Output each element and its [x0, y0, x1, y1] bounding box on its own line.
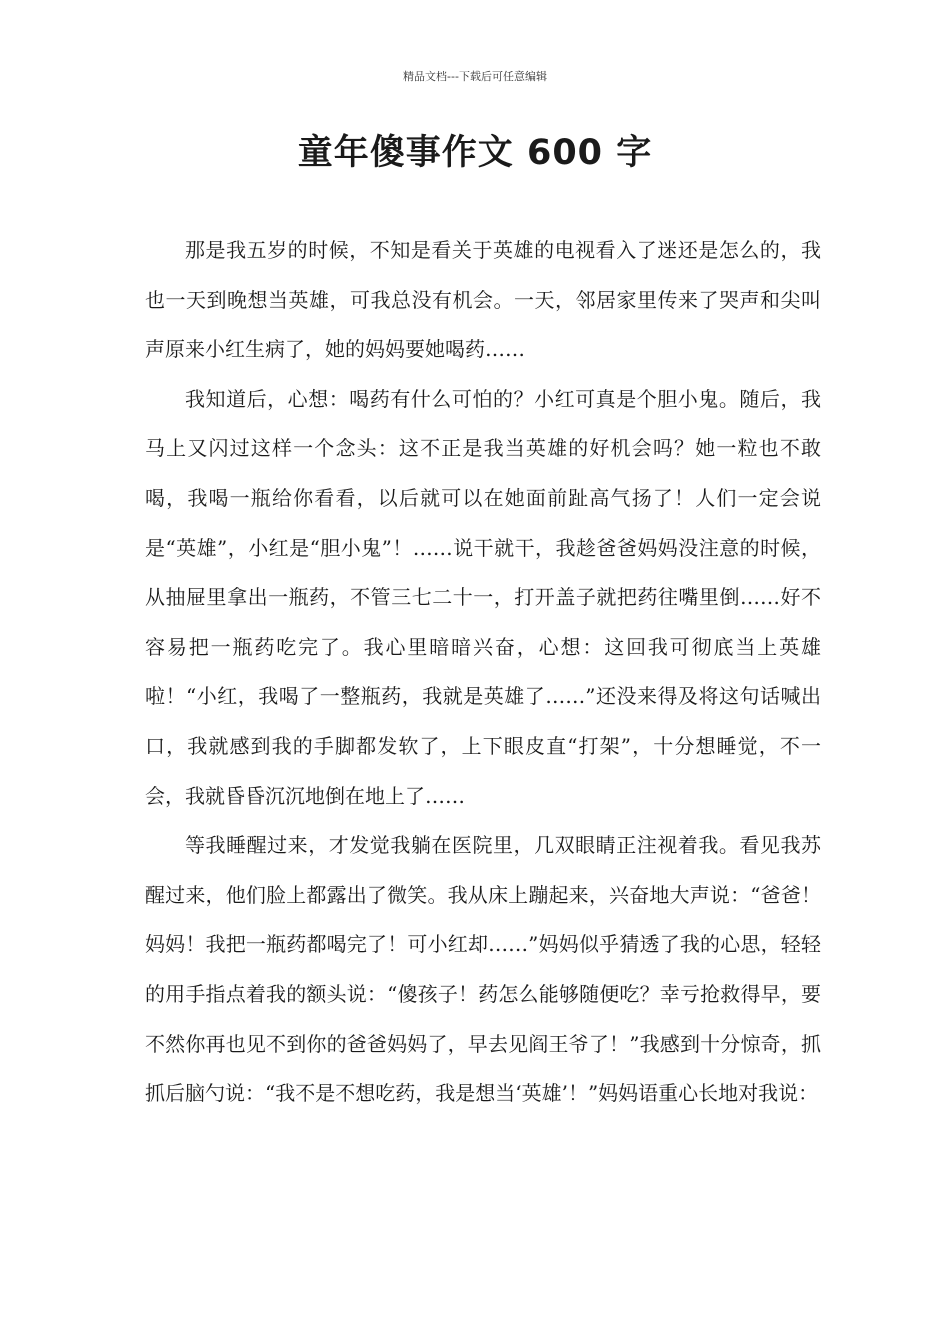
page-title: 童年傻事作文 600 字	[297, 133, 653, 173]
paragraph: 我知道后，心想：喝药有什么可怕的？小红可真是个胆小鬼。随后，我马上又闪过这样一个念头：这不正是我当英雄的好机会吗？她一粒也不敢喝，我喝一瓶给你看看，以后就可以在她面前趾高气扬了！人们一定会说是“英雄”，小红是“胆小鬼”！……说干就干，我趁爸爸妈妈没注意的时候，从抽屉里拿出一瓶药，不管三七二十一，打开盖子就把药往嘴里倒……好不容易把一瓶药吃完了。我心里暗暗兴奋，心想：这回我可彻底当上英雄啦！“小红，我喝了一整瓶药，我就是英雄了……”还没来得及将这句话喊出口，我就感到我的手脚都发软了，上下眼皮直“打架”，十分想睡觉，不一会，我就昏昏沉沉地倒在地上了……	[145, 386, 821, 808]
page-header: 精品文档---下载后可任意编辑	[403, 70, 547, 83]
article-body	[145, 226, 821, 1119]
paragraph: 等我睡醒过来，才发觉我躺在医院里，几双眼睛正注视着我。看见我苏醒过来，他们脸上都露出了微笑。我从床上蹦起来，兴奋地大声说：“爸爸！妈妈！我把一瓶药都喝完了！可小红却……”妈妈似乎猜透了我的心思，轻轻的用手指点着我的额头说：“傻孩子！药怎么能够随便吃？幸亏抢救得早，要不然你再也见不到你的爸爸妈妈了，早去见阎王爷了！”我感到十分惊奇，抓抓后脑勺说：“我不是不想吃药，我是想当‘英雄’！”妈妈语重心长地对我说：	[145, 833, 821, 1106]
paragraph: 那是我五岁的时候，不知是看关于英雄的电视看入了迷还是怎么的，我也一天到晚想当英雄，可我总没有机会。一天，邻居家里传来了哭声和尖叫声原来小红生病了，她的妈妈要她喝药……	[145, 238, 821, 362]
